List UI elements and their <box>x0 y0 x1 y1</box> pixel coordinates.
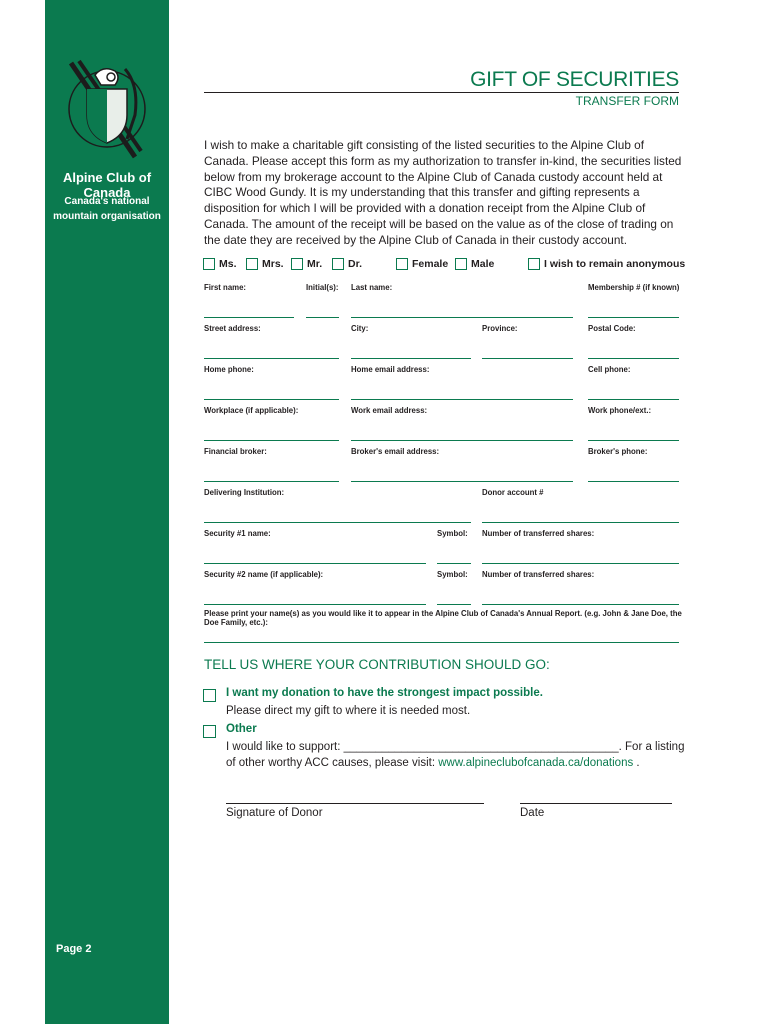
signature-label: Signature of Donor <box>226 807 323 819</box>
last-name-label: Last name: <box>351 283 393 292</box>
security1-label: Security #1 name: <box>204 529 271 538</box>
checkbox-male[interactable] <box>455 258 467 270</box>
checkbox-mrs-label: Mrs. <box>262 258 284 270</box>
first-name-field[interactable] <box>204 317 294 318</box>
street-field[interactable] <box>204 358 339 359</box>
broker-email-field[interactable] <box>351 481 573 482</box>
province-label: Province: <box>482 324 518 333</box>
option-other-support-line: I would like to support: ___________________________________________. For a listing <box>226 741 685 753</box>
city-field[interactable] <box>351 358 471 359</box>
initials-field[interactable] <box>306 317 339 318</box>
initials-label: Initial(s): <box>306 283 339 292</box>
option-other-listing-line <box>226 755 686 771</box>
checkbox-female-label: Female <box>412 258 449 270</box>
home-email-label: Home email address: <box>351 365 430 374</box>
home-phone-field[interactable] <box>204 399 339 400</box>
checkbox-mr[interactable] <box>291 258 303 270</box>
city-label: City: <box>351 324 369 333</box>
intro-paragraph: I wish to make a charitable gift consisting of the listed securities to the Alpine Club of Canada. Please accept this form as my authorization to transfer in-kind, the securities listed below from my brokerage account to the Alpine Club of Canada custody account held at CIBC Wood Gundy. It is my understanding that this transfer and gifting represents a disposition for which I will be provided with a donation receipt from the Alpine Club of Canada. The amount of the receipt will be based on the value as of the close of trading on the date they are received by the Alpine Club of Canada in their custody account. <box>204 138 682 247</box>
security2-field[interactable] <box>204 604 426 605</box>
delivering-institution-field[interactable] <box>204 522 471 523</box>
symbol2-field[interactable] <box>437 604 471 605</box>
print-names-field[interactable] <box>204 642 679 643</box>
broker-email-label: Broker's email address: <box>351 447 440 456</box>
work-email-field[interactable] <box>351 440 573 441</box>
contribution-section-title: TELL US WHERE YOUR CONTRIBUTION SHOULD GO: <box>204 657 550 672</box>
broker-phone-field[interactable] <box>588 481 679 482</box>
workplace-label: Workplace (if applicable): <box>204 406 299 415</box>
home-email-field[interactable] <box>351 399 573 400</box>
checkbox-ms-label: Ms. <box>219 258 237 270</box>
membership-field[interactable] <box>588 317 679 318</box>
checkbox-mr-label: Mr. <box>307 258 323 270</box>
postal-label: Postal Code: <box>588 324 636 333</box>
checkbox-anonymous-label: I wish to remain anonymous <box>544 258 686 270</box>
last-name-field[interactable] <box>351 317 573 318</box>
page-number: Page 2 <box>56 943 92 955</box>
security1-field[interactable] <box>204 563 426 564</box>
sidebar <box>45 0 169 1024</box>
org-tagline <box>45 194 169 224</box>
date-field[interactable] <box>520 803 672 804</box>
signature-field[interactable] <box>226 803 484 804</box>
org-tagline-line1: Canada's national <box>64 196 150 207</box>
security2-label: Security #2 name (if applicable): <box>204 570 324 579</box>
donor-account-field[interactable] <box>482 522 679 523</box>
option-strongest-impact-title: I want my donation to have the strongest impact possible. <box>226 687 543 699</box>
print-names-label: Please print your name(s) as you would like it to appear in the Alpine Club of Canada's Annual Report. (e.g. John & Jane Doe, the Doe Family, etc.): <box>204 609 682 627</box>
donor-account-label: Donor account # <box>482 488 544 497</box>
postal-field[interactable] <box>588 358 679 359</box>
option-other-listing-pre: of other worthy ACC causes, please visit: <box>226 757 439 769</box>
form-title: GIFT OF SECURITIES <box>470 68 679 91</box>
option-other-listing-post: . <box>633 757 640 769</box>
cell-phone-label: Cell phone: <box>588 365 631 374</box>
broker-field[interactable] <box>204 481 339 482</box>
broker-label: Financial broker: <box>204 447 267 456</box>
shares1-label: Number of transferred shares: <box>482 529 595 538</box>
symbol1-label: Symbol: <box>437 529 468 538</box>
membership-label: Membership # (if known) <box>588 283 680 292</box>
alpine-club-crest-logo <box>65 55 149 161</box>
checkbox-male-label: Male <box>471 258 495 270</box>
checkbox-dr-label: Dr. <box>348 258 363 270</box>
checkbox-dr[interactable] <box>332 258 344 270</box>
option-other-title: Other <box>226 723 257 735</box>
org-tagline-line2: mountain organisation <box>53 211 161 222</box>
org-name: Alpine Club of Canada <box>62 170 152 200</box>
checkbox-mrs[interactable] <box>246 258 258 270</box>
checkbox-ms[interactable] <box>203 258 215 270</box>
province-field[interactable] <box>482 358 573 359</box>
work-email-label: Work email address: <box>351 406 428 415</box>
shares2-field[interactable] <box>482 604 679 605</box>
symbol1-field[interactable] <box>437 563 471 564</box>
broker-phone-label: Broker's phone: <box>588 447 648 456</box>
cell-phone-field[interactable] <box>588 399 679 400</box>
symbol2-label: Symbol: <box>437 570 468 579</box>
checkbox-anonymous[interactable] <box>528 258 540 270</box>
date-label: Date <box>520 807 545 819</box>
option-strongest-impact-checkbox[interactable] <box>203 689 216 702</box>
first-name-label: First name: <box>204 283 247 292</box>
street-label: Street address: <box>204 324 261 333</box>
delivering-institution-label: Delivering Institution: <box>204 488 285 497</box>
option-strongest-impact-text: Please direct my gift to where it is needed most. <box>226 705 471 717</box>
form-subtitle: TRANSFER FORM <box>575 94 679 108</box>
title-divider <box>204 92 679 93</box>
work-phone-label: Work phone/ext.: <box>588 406 652 415</box>
shares1-field[interactable] <box>482 563 679 564</box>
shares2-label: Number of transferred shares: <box>482 570 595 579</box>
checkbox-female[interactable] <box>396 258 408 270</box>
home-phone-label: Home phone: <box>204 365 254 374</box>
option-other-checkbox[interactable] <box>203 725 216 738</box>
donations-link[interactable]: www.alpineclubofcanada.ca/donations <box>438 757 634 769</box>
workplace-field[interactable] <box>204 440 339 441</box>
work-phone-field[interactable] <box>588 440 679 441</box>
